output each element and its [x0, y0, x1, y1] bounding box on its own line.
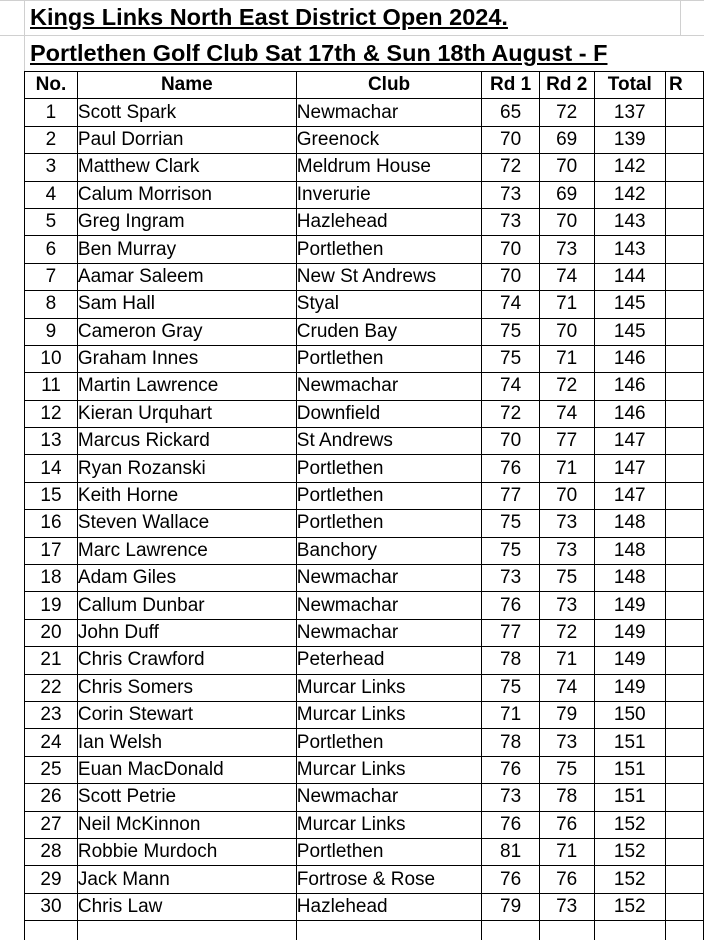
table-row — [25, 729, 704, 756]
cell-position[interactable]: 2 — [25, 126, 78, 153]
cell-round-1[interactable]: 70 — [482, 126, 539, 153]
cell-total[interactable]: 146 — [594, 400, 665, 427]
table-row — [25, 619, 704, 646]
cell-extra[interactable] — [665, 345, 703, 372]
cell-round-2[interactable]: 70 — [539, 208, 594, 235]
cell-round-2[interactable]: 71 — [539, 455, 594, 482]
cell-player-name[interactable]: Ben Murray — [77, 236, 296, 263]
cell-player-name[interactable]: Chris Crawford — [77, 647, 296, 674]
cell-extra[interactable] — [665, 400, 703, 427]
cell-round-2[interactable]: 79 — [539, 701, 594, 728]
table-row — [25, 99, 704, 126]
cell-extra[interactable] — [665, 455, 703, 482]
cell-round-2[interactable]: 70 — [539, 482, 594, 509]
cell-club[interactable]: Meldrum House — [296, 154, 482, 181]
cell-position[interactable]: 30 — [25, 893, 78, 920]
cell-extra[interactable] — [665, 126, 703, 153]
cell-round-2[interactable]: 73 — [539, 537, 594, 564]
cell-position[interactable]: 23 — [25, 701, 78, 728]
table-row — [25, 838, 704, 865]
cell-player-name[interactable]: Paul Dorrian — [77, 126, 296, 153]
cell-round-2[interactable]: 69 — [539, 126, 594, 153]
cell-round-1[interactable]: 74 — [482, 291, 539, 318]
cell-empty[interactable] — [594, 921, 665, 940]
cell-extra[interactable] — [665, 756, 703, 783]
cell-total[interactable]: 143 — [594, 236, 665, 263]
cell-round-2[interactable]: 70 — [539, 318, 594, 345]
cell-club[interactable]: Murcar Links — [296, 811, 482, 838]
cell-position[interactable]: 20 — [25, 619, 78, 646]
col-header-total[interactable]: Total — [594, 72, 665, 99]
cell-position[interactable]: 4 — [25, 181, 78, 208]
cell-position[interactable]: 11 — [25, 373, 78, 400]
cell-total[interactable]: 152 — [594, 811, 665, 838]
cell-extra[interactable] — [665, 729, 703, 756]
cell-club[interactable]: Peterhead — [296, 647, 482, 674]
cell-club[interactable]: Newmachar — [296, 373, 482, 400]
cell-position[interactable]: 10 — [25, 345, 78, 372]
cell-total[interactable]: 149 — [594, 674, 665, 701]
table-row — [25, 428, 704, 455]
cell-extra[interactable] — [665, 263, 703, 290]
cell-player-name[interactable]: Sam Hall — [77, 291, 296, 318]
cell-round-1[interactable]: 76 — [482, 866, 539, 893]
cell-round-1[interactable]: 74 — [482, 373, 539, 400]
cell-round-1[interactable]: 76 — [482, 811, 539, 838]
cell-round-2[interactable]: 72 — [539, 373, 594, 400]
cell-player-name[interactable]: Callum Dunbar — [77, 592, 296, 619]
cell-round-1[interactable]: 70 — [482, 428, 539, 455]
cell-player-name[interactable]: Scott Spark — [77, 99, 296, 126]
cell-player-name[interactable]: Cameron Gray — [77, 318, 296, 345]
cell-empty[interactable] — [77, 921, 296, 940]
cell-round-1[interactable]: 71 — [482, 701, 539, 728]
cell-round-1[interactable]: 75 — [482, 537, 539, 564]
cell-round-2[interactable]: 72 — [539, 619, 594, 646]
table-row — [25, 592, 704, 619]
table-row — [25, 482, 704, 509]
cell-round-2[interactable]: 74 — [539, 674, 594, 701]
cell-player-name[interactable]: Scott Petrie — [77, 784, 296, 811]
cell-extra[interactable] — [665, 318, 703, 345]
cell-round-2[interactable]: 75 — [539, 756, 594, 783]
cell-club[interactable]: Cruden Bay — [296, 318, 482, 345]
cell-position[interactable]: 8 — [25, 291, 78, 318]
cell-club[interactable]: New St Andrews — [296, 263, 482, 290]
header-row — [25, 72, 704, 99]
table-row — [25, 154, 704, 181]
cell-round-2[interactable]: 76 — [539, 811, 594, 838]
cell-player-name[interactable]: Marc Lawrence — [77, 537, 296, 564]
cell-club[interactable]: Hazlehead — [296, 208, 482, 235]
cell-total[interactable]: 151 — [594, 729, 665, 756]
cell-round-2[interactable]: 74 — [539, 400, 594, 427]
cell-empty[interactable] — [539, 921, 594, 940]
cell-extra[interactable] — [665, 181, 703, 208]
cell-round-1[interactable]: 78 — [482, 647, 539, 674]
cell-position[interactable]: 27 — [25, 811, 78, 838]
cell-extra[interactable] — [665, 208, 703, 235]
cell-round-1[interactable]: 73 — [482, 181, 539, 208]
cell-total[interactable]: 148 — [594, 565, 665, 592]
cell-round-2[interactable]: 71 — [539, 838, 594, 865]
table-row — [25, 565, 704, 592]
cell-total[interactable]: 148 — [594, 537, 665, 564]
cell-position[interactable]: 7 — [25, 263, 78, 290]
results-table — [24, 71, 704, 940]
cell-extra[interactable] — [665, 592, 703, 619]
results-body — [25, 99, 704, 940]
cell-club[interactable]: Portlethen — [296, 236, 482, 263]
cell-round-1[interactable]: 77 — [482, 482, 539, 509]
table-row — [25, 537, 704, 564]
cell-position[interactable]: 19 — [25, 592, 78, 619]
cell-player-name[interactable]: Chris Law — [77, 893, 296, 920]
cell-total[interactable]: 146 — [594, 373, 665, 400]
cell-extra[interactable] — [665, 674, 703, 701]
table-row — [25, 373, 704, 400]
col-header-rd1[interactable]: Rd 1 — [482, 72, 539, 99]
cell-club[interactable]: Newmachar — [296, 99, 482, 126]
cell-total[interactable]: 139 — [594, 126, 665, 153]
table-row — [25, 181, 704, 208]
cell-round-2[interactable]: 70 — [539, 154, 594, 181]
cell-round-1[interactable]: 75 — [482, 318, 539, 345]
cell-extra[interactable] — [665, 537, 703, 564]
cell-empty[interactable] — [25, 921, 78, 940]
cell-player-name[interactable]: Graham Innes — [77, 345, 296, 372]
cell-round-1[interactable]: 75 — [482, 674, 539, 701]
cell-round-1[interactable]: 79 — [482, 893, 539, 920]
cell-round-2[interactable]: 73 — [539, 236, 594, 263]
cell-round-2[interactable]: 73 — [539, 893, 594, 920]
cell-position[interactable]: 29 — [25, 866, 78, 893]
table-row — [25, 866, 704, 893]
cell-round-1[interactable]: 70 — [482, 263, 539, 290]
sheet-title: Kings Links North East District Open 2024. — [30, 4, 508, 30]
cell-position[interactable]: 16 — [25, 510, 78, 537]
cell-player-name[interactable]: Robbie Murdoch — [77, 838, 296, 865]
cell-position[interactable]: 14 — [25, 455, 78, 482]
cell-extra[interactable] — [665, 428, 703, 455]
cell-player-name[interactable]: Ian Welsh — [77, 729, 296, 756]
cell-club[interactable]: Banchory — [296, 537, 482, 564]
cell-club[interactable]: Portlethen — [296, 455, 482, 482]
sheet-subtitle: Portlethen Golf Club Sat 17th & Sun 18th August - F — [30, 40, 608, 66]
cell-player-name[interactable]: Keith Horne — [77, 482, 296, 509]
cell-position[interactable]: 28 — [25, 838, 78, 865]
cell-total[interactable]: 147 — [594, 428, 665, 455]
cell-extra[interactable] — [665, 291, 703, 318]
cell-player-name[interactable]: Matthew Clark — [77, 154, 296, 181]
cell-total[interactable]: 137 — [594, 99, 665, 126]
cell-player-name[interactable]: Aamar Saleem — [77, 263, 296, 290]
cell-club[interactable]: Greenock — [296, 126, 482, 153]
table-row — [25, 674, 704, 701]
cell-round-1[interactable]: 70 — [482, 236, 539, 263]
cell-total[interactable]: 152 — [594, 866, 665, 893]
cell-round-2[interactable]: 78 — [539, 784, 594, 811]
cell-extra[interactable] — [665, 811, 703, 838]
cell-club[interactable]: Newmachar — [296, 592, 482, 619]
cell-club[interactable]: Murcar Links — [296, 756, 482, 783]
cell-extra[interactable] — [665, 236, 703, 263]
cell-extra[interactable] — [665, 866, 703, 893]
cell-club[interactable]: Hazlehead — [296, 893, 482, 920]
cell-player-name[interactable]: Calum Morrison — [77, 181, 296, 208]
cell-round-1[interactable]: 76 — [482, 592, 539, 619]
cell-player-name[interactable]: Euan MacDonald — [77, 756, 296, 783]
cell-club[interactable]: Portlethen — [296, 510, 482, 537]
cell-total[interactable]: 142 — [594, 181, 665, 208]
cell-total[interactable]: 145 — [594, 318, 665, 345]
table-row — [25, 756, 704, 783]
cell-player-name[interactable]: Chris Somers — [77, 674, 296, 701]
col-header-no[interactable]: No. — [25, 72, 78, 99]
cell-total[interactable]: 149 — [594, 619, 665, 646]
table-row — [25, 263, 704, 290]
cell-total[interactable]: 152 — [594, 838, 665, 865]
cell-round-1[interactable]: 73 — [482, 565, 539, 592]
cell-total[interactable]: 149 — [594, 592, 665, 619]
cell-club[interactable]: St Andrews — [296, 428, 482, 455]
cell-position[interactable]: 18 — [25, 565, 78, 592]
cell-total[interactable]: 149 — [594, 647, 665, 674]
cell-player-name[interactable]: Greg Ingram — [77, 208, 296, 235]
cell-total[interactable]: 147 — [594, 482, 665, 509]
col-header-name[interactable]: Name — [77, 72, 296, 99]
cell-club[interactable]: Portlethen — [296, 838, 482, 865]
cell-round-2[interactable]: 74 — [539, 263, 594, 290]
cell-player-name[interactable]: Jack Mann — [77, 866, 296, 893]
cell-round-2[interactable]: 71 — [539, 647, 594, 674]
cell-club[interactable]: Inverurie — [296, 181, 482, 208]
col-header-rd2[interactable]: Rd 2 — [539, 72, 594, 99]
cell-round-2[interactable]: 76 — [539, 866, 594, 893]
cell-player-name[interactable]: Marcus Rickard — [77, 428, 296, 455]
cell-total[interactable]: 147 — [594, 455, 665, 482]
table-row — [25, 701, 704, 728]
table-row — [25, 455, 704, 482]
cell-club[interactable]: Styal — [296, 291, 482, 318]
cell-extra[interactable] — [665, 701, 703, 728]
cell-position[interactable]: 17 — [25, 537, 78, 564]
cell-extra[interactable] — [665, 565, 703, 592]
cell-round-1[interactable]: 78 — [482, 729, 539, 756]
table-row — [25, 345, 704, 372]
cell-round-1[interactable]: 73 — [482, 784, 539, 811]
cell-total[interactable]: 152 — [594, 893, 665, 920]
cell-position[interactable]: 3 — [25, 154, 78, 181]
cell-round-2[interactable]: 69 — [539, 181, 594, 208]
cell-position[interactable]: 25 — [25, 756, 78, 783]
cell-club[interactable]: Fortrose & Rose — [296, 866, 482, 893]
cell-extra[interactable] — [665, 99, 703, 126]
cell-total[interactable]: 150 — [594, 701, 665, 728]
cell-total[interactable]: 148 — [594, 510, 665, 537]
cell-round-2[interactable]: 73 — [539, 592, 594, 619]
table-row — [25, 510, 704, 537]
cell-extra[interactable] — [665, 619, 703, 646]
cell-empty[interactable] — [296, 921, 482, 940]
table-row-partial — [25, 921, 704, 940]
cell-player-name[interactable]: Martin Lawrence — [77, 373, 296, 400]
table-row — [25, 784, 704, 811]
cell-player-name[interactable]: Ryan Rozanski — [77, 455, 296, 482]
cell-round-2[interactable]: 71 — [539, 345, 594, 372]
col-header-club[interactable]: Club — [296, 72, 482, 99]
cell-total[interactable]: 151 — [594, 784, 665, 811]
cell-club[interactable]: Portlethen — [296, 482, 482, 509]
table-row — [25, 291, 704, 318]
cell-round-2[interactable]: 77 — [539, 428, 594, 455]
cell-club[interactable]: Murcar Links — [296, 701, 482, 728]
cell-club[interactable]: Newmachar — [296, 784, 482, 811]
cell-extra[interactable] — [665, 838, 703, 865]
cell-club[interactable]: Newmachar — [296, 565, 482, 592]
cell-extra[interactable] — [665, 784, 703, 811]
cell-position[interactable]: 5 — [25, 208, 78, 235]
cell-empty[interactable] — [482, 921, 539, 940]
table-row — [25, 811, 704, 838]
cell-total[interactable]: 146 — [594, 345, 665, 372]
table-row — [25, 208, 704, 235]
cell-round-1[interactable]: 73 — [482, 208, 539, 235]
cell-round-1[interactable]: 76 — [482, 455, 539, 482]
cell-position[interactable]: 9 — [25, 318, 78, 345]
table-row — [25, 400, 704, 427]
cell-extra[interactable] — [665, 482, 703, 509]
cell-club[interactable]: Portlethen — [296, 729, 482, 756]
cell-round-2[interactable]: 72 — [539, 99, 594, 126]
cell-position[interactable]: 1 — [25, 99, 78, 126]
cell-club[interactable]: Portlethen — [296, 345, 482, 372]
cell-round-1[interactable]: 77 — [482, 619, 539, 646]
cell-round-1[interactable]: 65 — [482, 99, 539, 126]
cell-total[interactable]: 142 — [594, 154, 665, 181]
table-row — [25, 893, 704, 920]
cell-position[interactable]: 6 — [25, 236, 78, 263]
table-row — [25, 236, 704, 263]
cell-round-2[interactable]: 73 — [539, 510, 594, 537]
cell-round-1[interactable]: 76 — [482, 756, 539, 783]
cell-total[interactable]: 151 — [594, 756, 665, 783]
cell-extra[interactable] — [665, 893, 703, 920]
cell-round-1[interactable]: 75 — [482, 345, 539, 372]
cell-club[interactable]: Downfield — [296, 400, 482, 427]
cell-position[interactable]: 22 — [25, 674, 78, 701]
cell-player-name[interactable]: Adam Giles — [77, 565, 296, 592]
cell-position[interactable]: 24 — [25, 729, 78, 756]
cell-extra[interactable] — [665, 510, 703, 537]
cell-total[interactable]: 145 — [594, 291, 665, 318]
cell-round-1[interactable]: 75 — [482, 510, 539, 537]
cell-club[interactable]: Murcar Links — [296, 674, 482, 701]
cell-club[interactable]: Newmachar — [296, 619, 482, 646]
cell-round-1[interactable]: 81 — [482, 838, 539, 865]
cell-round-2[interactable]: 71 — [539, 291, 594, 318]
cell-player-name[interactable]: Kieran Urquhart — [77, 400, 296, 427]
table-row — [25, 647, 704, 674]
cell-position[interactable]: 15 — [25, 482, 78, 509]
table-row — [25, 126, 704, 153]
col-header-extra[interactable]: R — [665, 72, 703, 99]
cell-position[interactable]: 13 — [25, 428, 78, 455]
cell-round-1[interactable]: 72 — [482, 154, 539, 181]
cell-empty[interactable] — [665, 921, 703, 940]
cell-player-name[interactable]: John Duff — [77, 619, 296, 646]
cell-position[interactable]: 12 — [25, 400, 78, 427]
cell-round-2[interactable]: 75 — [539, 565, 594, 592]
cell-player-name[interactable]: Neil McKinnon — [77, 811, 296, 838]
table-row — [25, 318, 704, 345]
cell-player-name[interactable]: Corin Stewart — [77, 701, 296, 728]
cell-round-1[interactable]: 72 — [482, 400, 539, 427]
cell-total[interactable]: 143 — [594, 208, 665, 235]
cell-extra[interactable] — [665, 373, 703, 400]
cell-extra[interactable] — [665, 154, 703, 181]
cell-total[interactable]: 144 — [594, 263, 665, 290]
cell-position[interactable]: 21 — [25, 647, 78, 674]
cell-position[interactable]: 26 — [25, 784, 78, 811]
cell-extra[interactable] — [665, 647, 703, 674]
cell-player-name[interactable]: Steven Wallace — [77, 510, 296, 537]
cell-round-2[interactable]: 73 — [539, 729, 594, 756]
